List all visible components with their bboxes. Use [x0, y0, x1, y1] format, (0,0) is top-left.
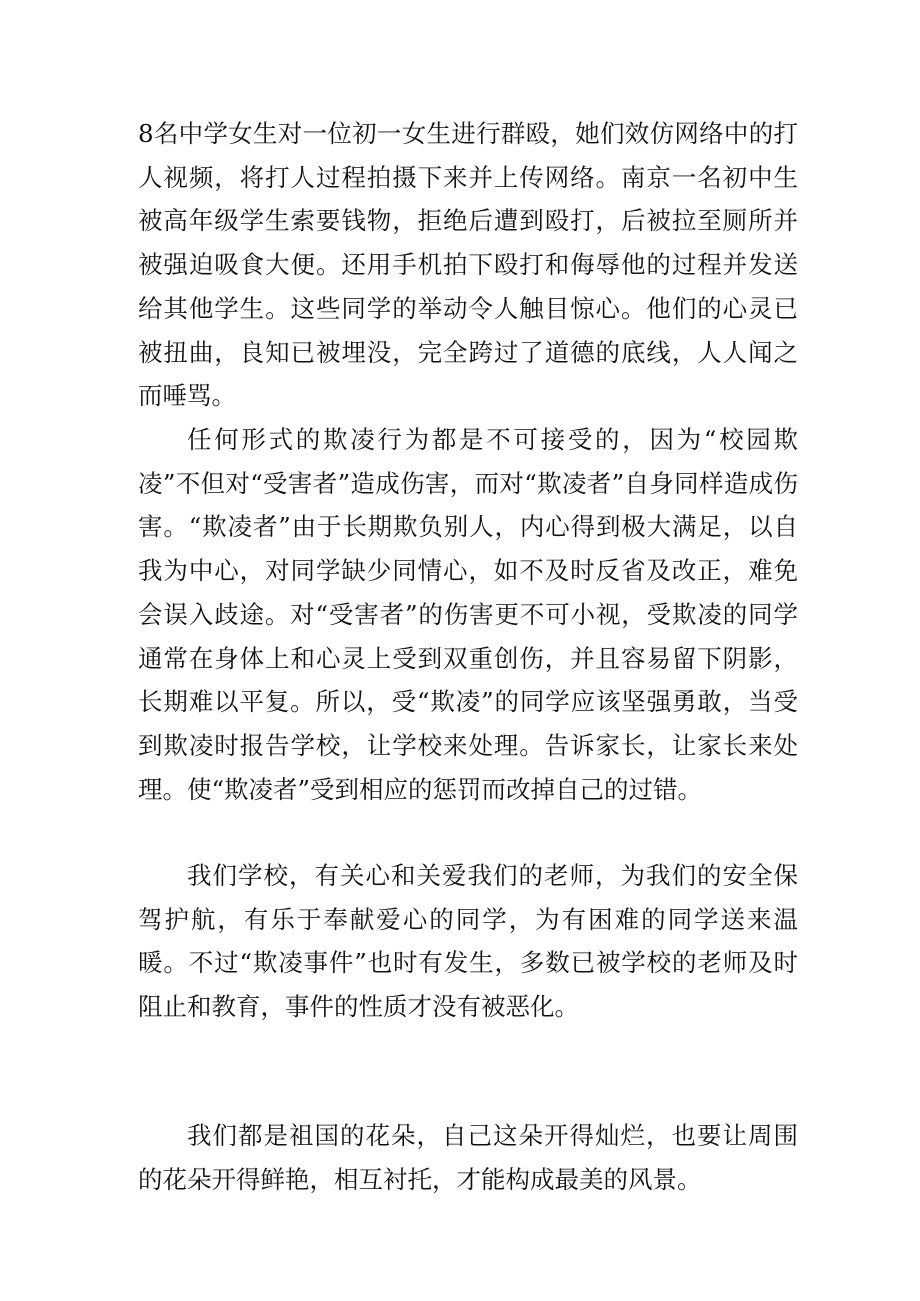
paragraph-our-school: 我们学校，有关心和关爱我们的老师，为我们的安全保驾护航，有乐于奉献爱心的同学，为有困难的同学送来温暖。不过“欺凌事件”也时有发生，多数已被学校的老师及时阻止和教育，事件的性质才没有被恶化。 [138, 861, 798, 1022]
paragraph-conclusion: 我们都是祖国的花朵，自己这朵开得灿烂，也要让周围的花朵开得鲜艳，相互衬托，才能构成最美的风景。 [138, 1121, 798, 1194]
paragraph-bullying-incidents: 8名中学女生对一位初一女生进行群殴，她们效仿网络中的打人视频，将打人过程拍摄下来并上传网络。南京一名初中生被高年级学生索要钱物，拒绝后遭到殴打，后被拉至厕所并被强迫吸食大便。还用手机拍下殴打和侮辱他的过程并发送给其他学生。这些同学的举动令人触目惊心。他们的心灵已被扭曲，良知已被埋没，完全跨过了道德的底线，人人闻之而唾骂。 [138, 119, 798, 411]
paragraph-harm-of-bullying: 任何形式的欺凌行为都是不可接受的，因为“校园欺凌”不但对“受害者”造成伤害，而对“欺凌者”自身同样造成伤害。“欺凌者”由于长期欺负别人，内心得到极大满足，以自我为中心，对同学缺少同情心，如不及时反省及改正，难免会误入歧途。对“受害者”的伤害更不可小视，受欺凌的同学通常在身体上和心灵上受到双重创伤，并且容易留下阴影，长期难以平复。所以，受“欺凌”的同学应该坚强勇敢，当受到欺凌时报告学校，让学校来处理。告诉家长，让家长来处理。使“欺凌者”受到相应的惩罚而改掉自己的过错。 [138, 425, 798, 804]
